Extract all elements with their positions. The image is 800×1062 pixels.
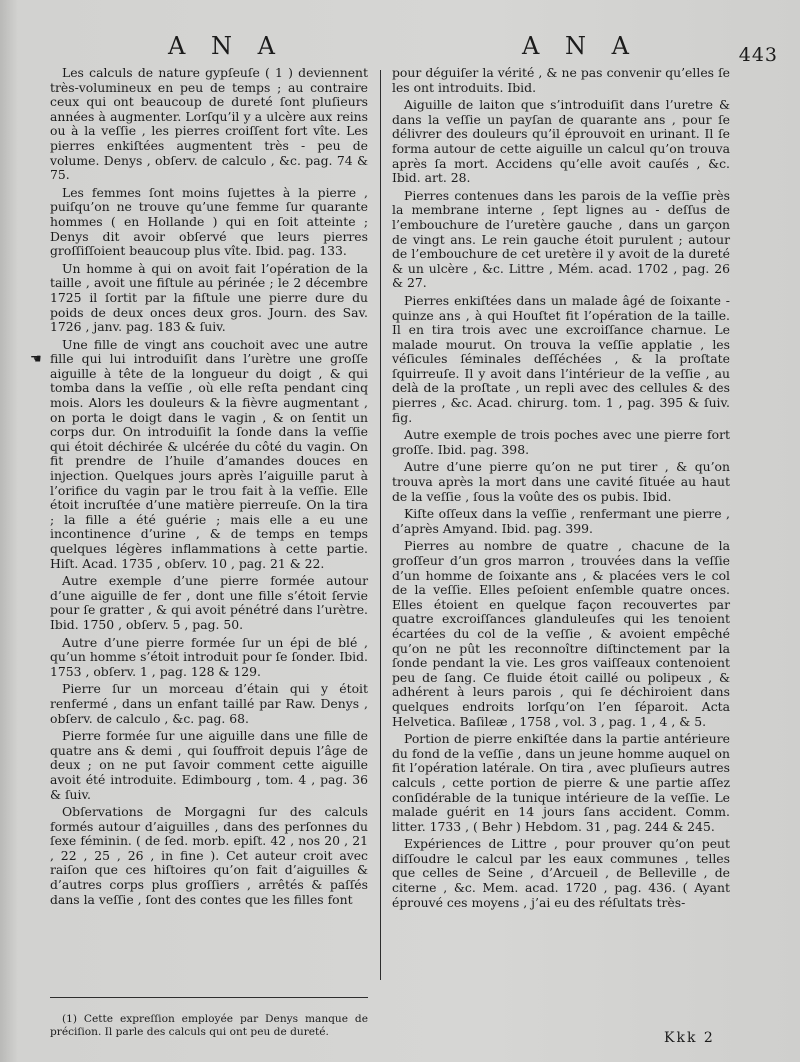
- paragraph: Les femmes ſont moins ſujettes à la pierre , puiſqu’on ne trouve qu’une femme ſur quarante hommes ( en Hollande ) qui en ſoit atteinte ; Denys dit avoir obſervé que leurs pierres groſſiſſoient beaucoup plus vîte. Ibid. pag. 133.: [50, 184, 368, 259]
- paragraph: Kiſte oſſeux dans la veſſie , renfermant une pierre , d’après Amyand. Ibid. pag. 399.: [392, 506, 730, 536]
- paragraph: Expériences de Littre , pour prouver qu’on peut diſſoudre le calcul par les eaux communes , telles que celles de Seine , d’Arcueil , de Belleville , de citerne , &c. Mem. acad. 1720 , pag. 436. ( Ayant éprouvé ces moyens , j’ai eu des réſultats très-: [392, 836, 730, 910]
- paragraph: Pierres au nombre de quatre , chacune de la groſſeur d’un gros marron , trouvées dans la veſſie d’un homme de ſoixante ans , & placées vers le col de la veſſie. Elles peſoient enſemble quatre onces. Elles étoient en quelque façon recouvertes par quatre excroiſſances glanduleuſes qui les tenoient écartées du col de la veſſie , & avoient empêché qu’on ne pût les reconnoître diſtinctement par la ſonde pendant la vie. Les gros vaiſſeaux contenoient peu de ſang. Ce fluide étoit caillé ou polipeux , & adhérent à leurs parois , qui ſe déchiroient dans quelques endroits lorſqu’on l’en ſéparoit. Acta Helvetica. Baſileæ , 1758 , vol. 3 , pag. 1 , 4 , & 5.: [392, 538, 730, 729]
- paragraph: Autre d’une pierre qu’on ne put tirer , & qu’on trouva après la mort dans une cavité ſituée au haut de la veſſie , ſous la voûte des os pubis. Ibid.: [392, 459, 730, 504]
- paragraph: Une fille de vingt ans couchoit avec une autre fille qui lui introduiſit dans l’urètre une groſſe aiguille à tête de la longueur du doigt , & qui tomba dans la veſſie , où elle reſta pendant cinq mois. Alors les douleurs & la fièvre augmentant , on porta le doigt dans le vagin , & on ſentit un corps dur. On introduiſit la ſonde dans la veſſie qui étoit déchirée & ulcérée du côté du vagin. On fit prendre de l’huile d’amandes douces en injection. Quelques jours après l’aiguille parut à l’orifice du vagin par le trou fait à la veſſie. Elle étoit incruſtée d’une matière pierreuſe. On la tira ; la fille a été guérie ; mais elle a eu une incontinence d’urine , & de temps en temps quelques légères inflammations à cette partie. Hiſt. Acad. 1735 , obſerv. 10 , pag. 21 & 22.: [50, 336, 368, 571]
- page-number: 443: [738, 44, 778, 66]
- paragraph: Autre exemple de trois poches avec une pierre fort groſſe. Ibid. pag. 398.: [392, 427, 730, 457]
- paragraph: Pierre formée ſur une aiguille dans une fille de quatre ans & demi , qui ſouffroit depuis l’âge de deux ; on ne put ſavoir comment cette aiguille avoit été introduite. Edimbourg , tom. 4 , pag. 36 & ſuiv.: [50, 728, 368, 802]
- paragraph: pour déguiſer la vérité , & ne pas convenir qu’elles ſe les ont introduits. Ibid.: [392, 65, 730, 95]
- right-column: [392, 66, 730, 913]
- pointing-hand-mark: ☚: [30, 352, 42, 367]
- paragraph: Autre exemple d’une pierre formée autour d’une aiguille de fer , dont une fille s’étoit ſervie pour ſe gratter , & qui avoit pénétré dans l’urètre. Ibid. 1750 , obſerv. 5 , pag. 50.: [50, 573, 368, 632]
- paragraph: Aiguille de laiton que s’introduiſit dans l’uretre & dans la veſſie un payſan de quarante ans , pour ſe délivrer des douleurs qu’il éprouvoit en urinant. Il ſe forma autour de cette aiguille un calcul qu’on trouva après ſa mort. Accidens qu’elle avoit cauſés , &c. Ibid. art. 28.: [392, 97, 730, 186]
- paragraph: Obſervations de Morgagni ſur des calculs formés autour d’aiguilles , dans des perſonnes du ſexe féminin. ( de ſed. morb. epiſt. 42 , nos 20 , 21 , 22 , 25 , 26 , in fine ). Cet auteur croit avec raiſon que ces hiſtoires qu’on fait d’aiguilles & d’autres corps plus groſſiers , arrêtés & paſſés dans la veſſie , ſont des contes que les filles font: [50, 804, 368, 907]
- paragraph: Pierres contenues dans les parois de la veſſie près la membrane interne , ſept lignes au - deſſus de l’embouchure de l’uretère gauche , dans un garçon de vingt ans. Le rein gauche étoit purulent ; autour de l’embouchure de cet uretère il y avoit de la dureté & un ulcère , &c. Littre , Mém. acad. 1702 , pag. 26 & 27.: [392, 187, 730, 291]
- paragraph: Portion de pierre enkiſtée dans la partie antérieure du fond de la veſſie , dans un jeune homme auquel on fit l’opération latérale. On tira , avec pluſieurs autres calculs , cette portion de pierre & une partie aſſez conſidérable de la tunique intérieure de la veſſie. Le malade guérit en 14 jours ſans accident. Comm. litter. 1733 , ( Behr ) Hebdom. 31 , pag. 244 & 245.: [392, 731, 730, 834]
- signature-mark: Kkk 2: [664, 1030, 715, 1046]
- left-column: [50, 66, 368, 910]
- paragraph: Pierres enkiſtées dans un malade âgé de ſoixante - quinze ans , à qui Houſtet fit l’opération de la taille. Il en tira trois avec une excroiſſance charnue. Le malade mourut. On trouva la veſſie applatie , les véſicules ſéminales deſſéchées , & la proſtate ſquirreuſe. Il y avoit dans l’intérieur de la veſſie , au delà de la proſtate , un repli avec des cellules & des pierres , &c. Acad. chirurg. tom. 1 , pag. 395 & ſuiv. fig.: [392, 292, 730, 425]
- paragraph: Pierre ſur un morceau d’étain qui y étoit renfermé , dans un enfant taillé par Raw. Denys , obſerv. de calculo , &c. pag. 68.: [50, 681, 368, 726]
- paragraph: Un homme à qui on avoit fait l’opération de la taille , avoit une fiſtule au périnée ; le 2 décembre 1725 il ſortit par la fiſtule une pierre dure du poids de deux onces deux gros. Journ. des Sav. 1726 , janv. pag. 183 & ſuiv.: [50, 260, 368, 335]
- paragraph: Autre d’une pierre formée ſur un épi de blé , qu’un homme s’étoit introduit pour ſe ſonder. Ibid. 1753 , obſerv. 1 , pag. 128 & 129.: [50, 634, 368, 679]
- footnote: (1) Cette expreſſion employée par Denys manque de préciſion. Il parle des calculs qui ont peu de dureté.: [50, 1013, 368, 1038]
- running-head-left: A N A: [168, 32, 284, 60]
- column-divider: [380, 70, 381, 980]
- footnote-rule: [50, 997, 368, 998]
- running-head-right: A N A: [522, 32, 638, 60]
- paragraph: Les calculs de nature gypſeuſe ( 1 ) deviennent très-volumineux en peu de temps ; au contraire ceux qui ont beaucoup de dureté ſont pluſieurs années à augmenter. Lorſqu’il y a ulcère aux reins ou à la veſſie , les pierres croiſſent fort vîte. Les pierres enkiſtées augmentent très - peu de volume. Denys , obſerv. de calculo , &c. pag. 74 & 75.: [50, 65, 368, 183]
